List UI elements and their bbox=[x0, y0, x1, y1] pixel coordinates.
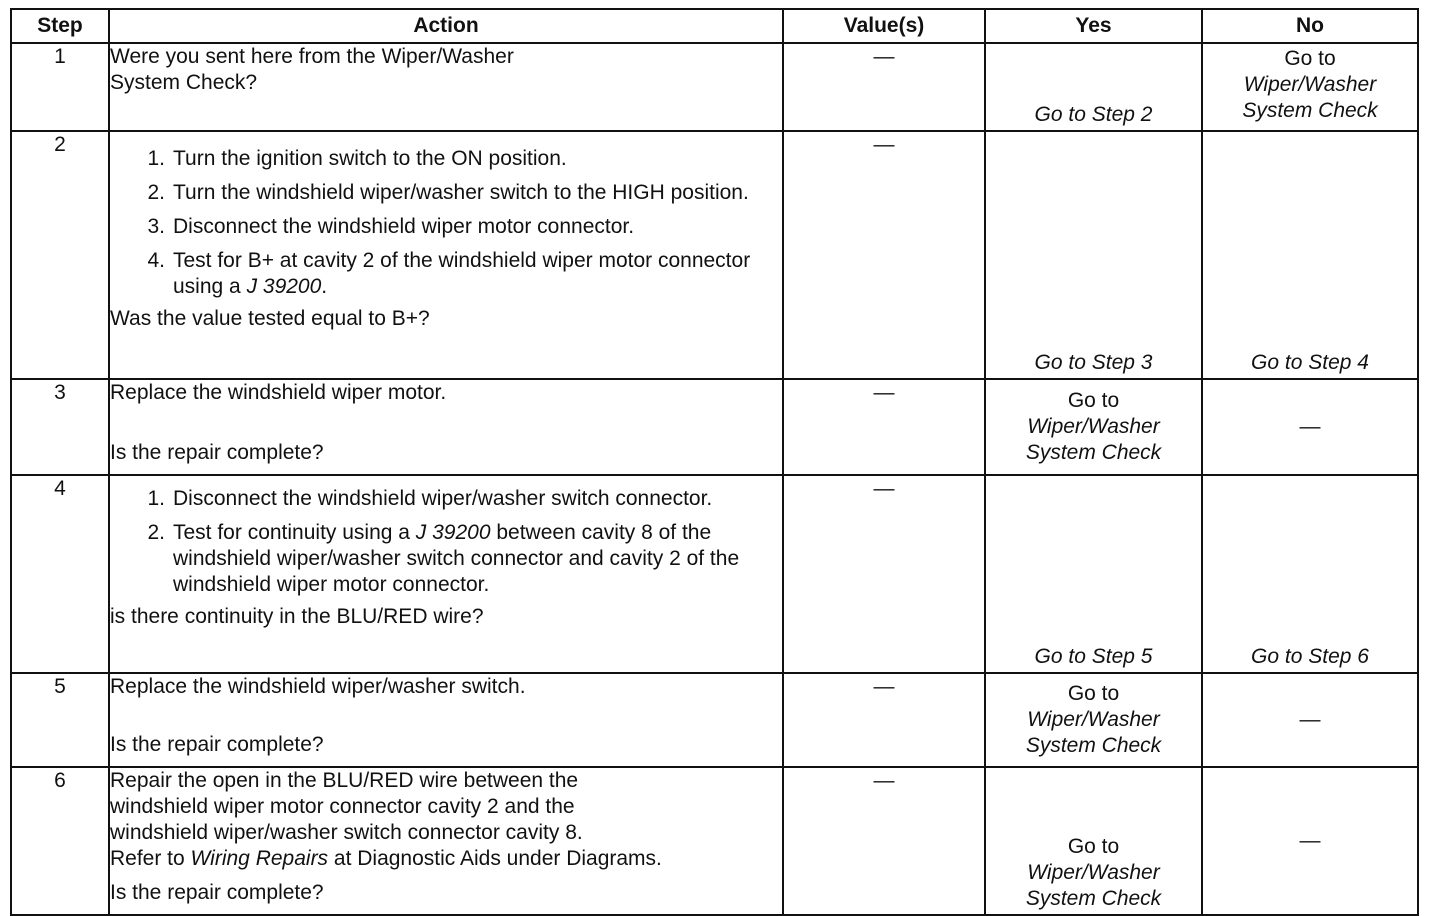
value-cell: — bbox=[783, 43, 985, 131]
header-no: No bbox=[1202, 9, 1418, 43]
tool-reference: J 39200 bbox=[246, 275, 322, 298]
tool-reference: J 39200 bbox=[415, 521, 491, 544]
yes-cell bbox=[985, 43, 1202, 131]
no-cell bbox=[1202, 475, 1418, 673]
goto-target: Wiper/Washer bbox=[1027, 708, 1160, 731]
no-cell bbox=[1202, 767, 1418, 915]
yes-goto-link[interactable]: Go to Step 3 bbox=[1034, 351, 1153, 374]
table-row bbox=[11, 131, 1418, 379]
table-row bbox=[11, 673, 1418, 767]
no-value: — bbox=[1299, 415, 1321, 438]
step-number: 4 bbox=[11, 475, 109, 673]
action-text: Were you sent here from the Wiper/Washer bbox=[110, 45, 514, 68]
no-value: — bbox=[1299, 829, 1321, 852]
no-cell bbox=[1202, 43, 1418, 131]
action-text: Repair the open in the BLU/RED wire between the bbox=[110, 769, 579, 792]
goto-prefix: Go to bbox=[1067, 682, 1120, 705]
yes-cell bbox=[985, 475, 1202, 673]
step-number: 6 bbox=[11, 767, 109, 915]
no-cell bbox=[1202, 379, 1418, 475]
action-text: windshield wiper motor connector cavity 2 and the bbox=[110, 795, 575, 818]
goto-target: Wiper/Washer bbox=[1243, 73, 1377, 96]
goto-target: System Check bbox=[1025, 441, 1162, 464]
list-item: 4. Test for B+ at cavity 2 of the windshield wiper motor connector using a J 39200. bbox=[147, 249, 751, 298]
action-steps-list bbox=[110, 146, 782, 300]
goto-prefix: Go to bbox=[1284, 47, 1336, 70]
action-steps-list bbox=[110, 486, 782, 598]
goto-target: System Check bbox=[1025, 887, 1162, 910]
action-cell bbox=[109, 475, 783, 673]
list-item: 1. Turn the ignition switch to the ON position. bbox=[147, 147, 567, 170]
goto-target: Wiper/Washer bbox=[1027, 861, 1160, 884]
yes-cell bbox=[985, 673, 1202, 767]
yes-goto-link[interactable] bbox=[986, 380, 1201, 474]
yes-goto-link[interactable]: Go to Step 5 bbox=[1034, 645, 1153, 668]
goto-target: System Check bbox=[1242, 99, 1378, 122]
yes-cell bbox=[985, 131, 1202, 379]
header-row bbox=[11, 9, 1418, 43]
yes-goto-link[interactable] bbox=[986, 674, 1201, 766]
action-question: Is the repair complete? bbox=[110, 441, 324, 464]
header-values: Value(s) bbox=[783, 9, 985, 43]
yes-cell bbox=[985, 379, 1202, 475]
yes-goto-link[interactable]: Go to Step 2 bbox=[1034, 103, 1153, 126]
refer-text: Refer to Wiring Repairs at Diagnostic Aids under Diagrams. bbox=[110, 847, 662, 870]
list-item: 1. Disconnect the windshield wiper/washer switch connector. bbox=[147, 487, 713, 510]
action-question: Is the repair complete? bbox=[110, 733, 324, 756]
value-cell: — bbox=[783, 379, 985, 475]
no-goto-link[interactable]: Go to Step 6 bbox=[1251, 645, 1369, 668]
action-cell bbox=[109, 43, 783, 131]
goto-target: Wiper/Washer bbox=[1027, 415, 1160, 438]
goto-prefix: Go to bbox=[1067, 835, 1120, 858]
list-item: 2. Test for continuity using a J 39200 between cavity 8 of the windshield wiper/washer switch connector and cavity 2 of the windshield wiper motor connector. bbox=[147, 521, 740, 596]
action-question: Was the value tested equal to B+? bbox=[110, 307, 430, 330]
action-cell bbox=[109, 131, 783, 379]
header-step: Step bbox=[11, 9, 109, 43]
value-cell: — bbox=[783, 131, 985, 379]
no-value: — bbox=[1299, 708, 1321, 731]
table-row bbox=[11, 43, 1418, 131]
no-goto-link[interactable] bbox=[1203, 44, 1417, 130]
step-number: 1 bbox=[11, 43, 109, 131]
action-cell bbox=[109, 767, 783, 915]
action-cell bbox=[109, 379, 783, 475]
value-cell: — bbox=[783, 767, 985, 915]
action-text: windshield wiper/washer switch connector cavity 8. bbox=[110, 821, 583, 844]
table-row bbox=[11, 767, 1418, 915]
value-cell: — bbox=[783, 475, 985, 673]
list-item: 3. Disconnect the windshield wiper motor connector. bbox=[147, 215, 635, 238]
step-number: 3 bbox=[11, 379, 109, 475]
goto-prefix: Go to bbox=[1067, 389, 1120, 412]
step-number: 2 bbox=[11, 131, 109, 379]
action-question: Is the repair complete? bbox=[110, 881, 324, 904]
yes-goto-link[interactable] bbox=[986, 768, 1201, 914]
value-cell: — bbox=[783, 673, 985, 767]
table-row bbox=[11, 475, 1418, 673]
goto-target: System Check bbox=[1025, 734, 1162, 757]
no-goto-link[interactable]: Go to Step 4 bbox=[1251, 351, 1369, 374]
action-cell bbox=[109, 673, 783, 767]
wiring-repairs-reference[interactable]: Wiring Repairs bbox=[190, 847, 329, 870]
action-text: Replace the windshield wiper/washer switch. bbox=[110, 675, 526, 698]
no-cell bbox=[1202, 673, 1418, 767]
diagnostic-table bbox=[10, 8, 1419, 916]
table-row bbox=[11, 379, 1418, 475]
step-number: 5 bbox=[11, 673, 109, 767]
yes-cell bbox=[985, 767, 1202, 915]
action-text: System Check? bbox=[110, 71, 258, 94]
header-yes: Yes bbox=[985, 9, 1202, 43]
diagnostic-table-page bbox=[10, 8, 1419, 916]
no-cell bbox=[1202, 131, 1418, 379]
header-action: Action bbox=[109, 9, 783, 43]
action-text: Replace the windshield wiper motor. bbox=[110, 381, 447, 404]
list-item: 2. Turn the windshield wiper/washer switch to the HIGH position. bbox=[147, 181, 749, 204]
action-question: is there continuity in the BLU/RED wire? bbox=[110, 605, 484, 628]
